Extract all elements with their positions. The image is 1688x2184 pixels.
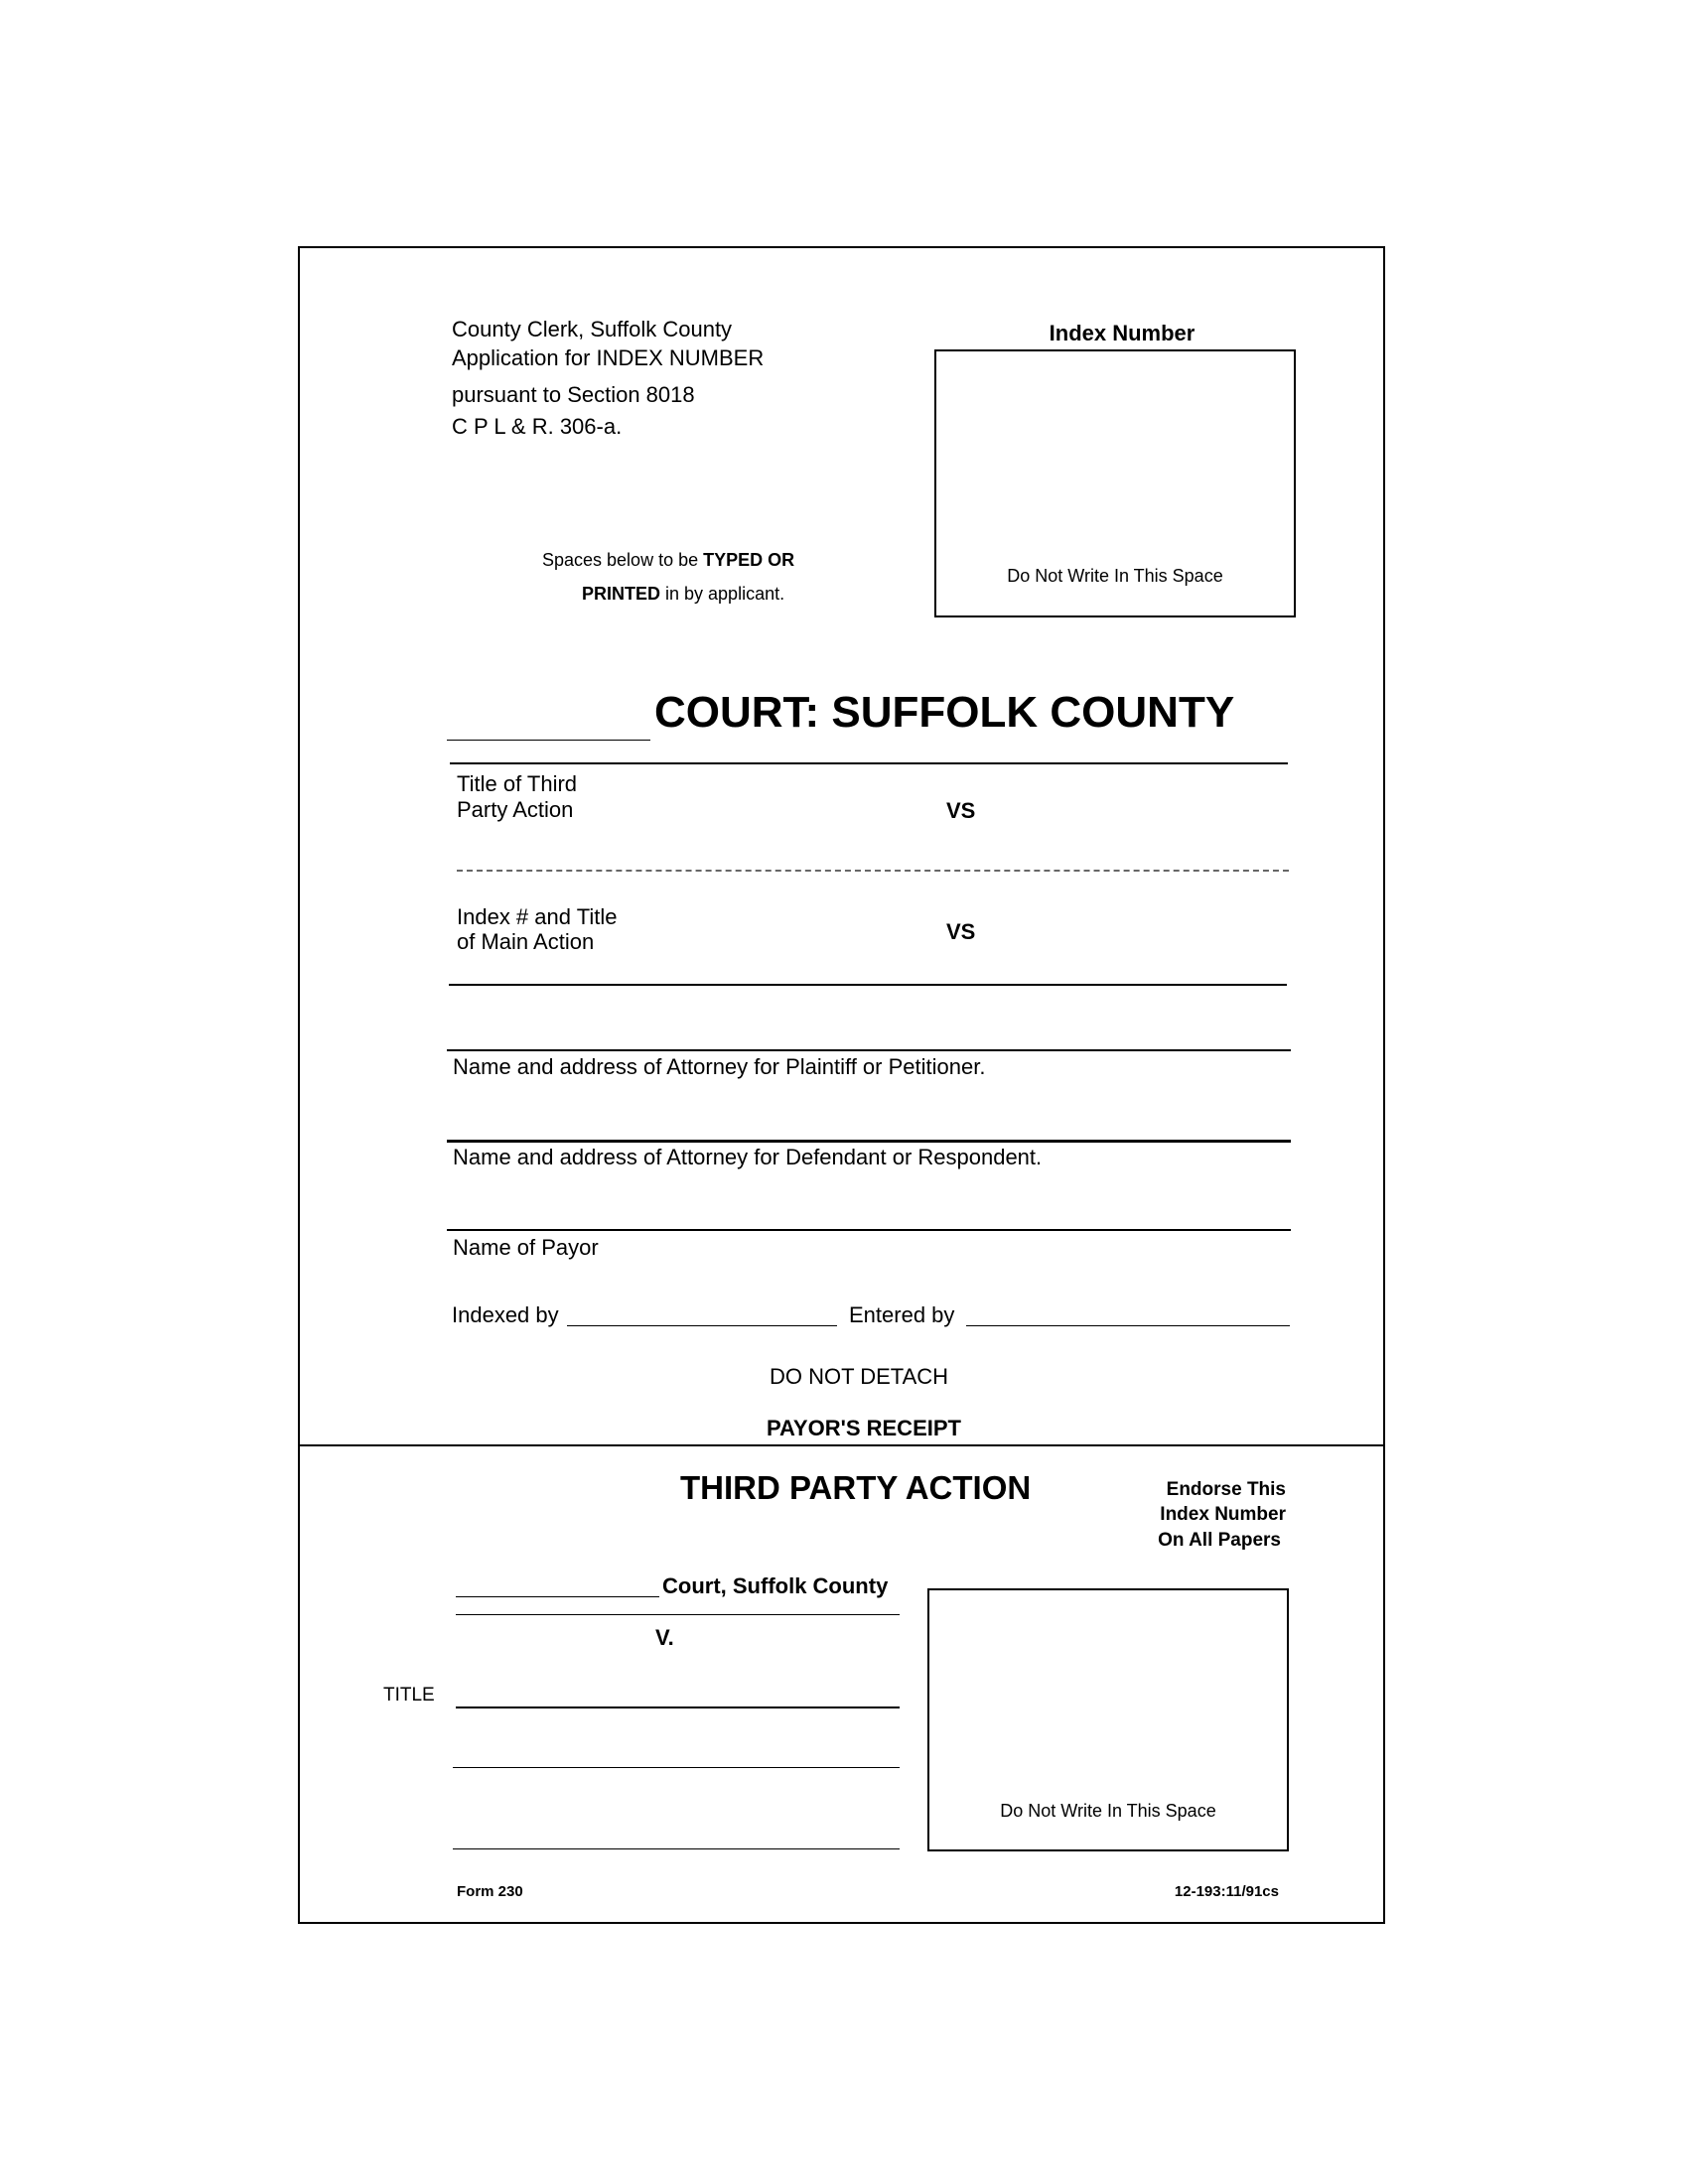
do-not-detach: DO NOT DETACH — [769, 1364, 949, 1389]
court-name-line[interactable] — [447, 740, 650, 741]
plaintiff-attorney-label: Name and address of Attorney for Plaintiff or Petitioner. — [453, 1054, 986, 1079]
third-party-vs: VS — [946, 798, 976, 823]
index-box-note: Do Not Write In This Space — [1007, 566, 1223, 586]
receipt-title-line-1[interactable] — [456, 1706, 900, 1708]
plaintiff-attorney-line[interactable] — [447, 1049, 1291, 1051]
entered-by-label: Entered by — [849, 1302, 955, 1327]
payors-receipt-title: PAYOR'S RECEIPT — [767, 1416, 961, 1440]
receipt-court-underline — [456, 1614, 900, 1615]
instructions-line-2 — [582, 583, 784, 605]
endorse-line-2: Index Number — [1160, 1504, 1286, 1525]
receipt-box-note: Do Not Write In This Space — [1000, 1801, 1216, 1821]
receipt-court-label: Court, Suffolk County — [662, 1573, 889, 1598]
receipt-court-name-line[interactable] — [456, 1596, 659, 1597]
header-line-4: C P L & R. 306-a. — [452, 414, 623, 439]
third-party-label-1: Title of Third — [457, 771, 578, 796]
receipt-title-line-3[interactable] — [453, 1848, 900, 1849]
third-party-label-2: Party Action — [457, 797, 574, 822]
form-code: 12-193:11/91cs — [1174, 1883, 1279, 1900]
payor-label: Name of Payor — [453, 1235, 599, 1260]
court-heading: COURT: SUFFOLK COUNTY — [654, 688, 1235, 737]
receipt-title-label: TITLE — [383, 1685, 435, 1706]
header-line-2: Application for INDEX NUMBER — [452, 345, 765, 370]
court-underline — [450, 762, 1288, 764]
main-action-vs: VS — [946, 919, 976, 944]
main-action-label-1: Index # and Title — [457, 904, 618, 929]
instructions-bold-2: PRINTED — [582, 584, 661, 604]
instructions-post: in by applicant. — [660, 584, 785, 604]
indexed-by-line[interactable] — [567, 1325, 837, 1326]
endorse-line-1: Endorse This — [1166, 1479, 1286, 1500]
receipt-title-line-2[interactable] — [453, 1767, 900, 1768]
header-line-3: pursuant to Section 8018 — [452, 382, 695, 407]
receipt-v: V. — [655, 1625, 674, 1650]
index-number-title: Index Number — [1049, 321, 1196, 345]
third-party-action-heading: THIRD PARTY ACTION — [680, 1469, 1032, 1506]
instructions-line-1 — [542, 549, 794, 571]
indexed-by-label: Indexed by — [452, 1302, 559, 1327]
tear-dashed-line — [457, 870, 1289, 872]
main-action-label-2: of Main Action — [457, 929, 595, 954]
defendant-attorney-line[interactable] — [447, 1140, 1291, 1143]
main-action-line[interactable] — [449, 984, 1287, 986]
entered-by-line[interactable] — [966, 1325, 1290, 1326]
endorse-line-3: On All Papers — [1158, 1530, 1281, 1551]
instructions-pre: Spaces below to be — [542, 550, 704, 570]
header-line-1: County Clerk, Suffolk County — [452, 317, 733, 341]
receipt-divider — [298, 1444, 1385, 1446]
form-number: Form 230 — [457, 1883, 523, 1900]
payor-line[interactable] — [447, 1229, 1291, 1231]
instructions-bold-1: TYPED OR — [703, 550, 795, 570]
defendant-attorney-label: Name and address of Attorney for Defendant or Respondent. — [453, 1145, 1043, 1169]
